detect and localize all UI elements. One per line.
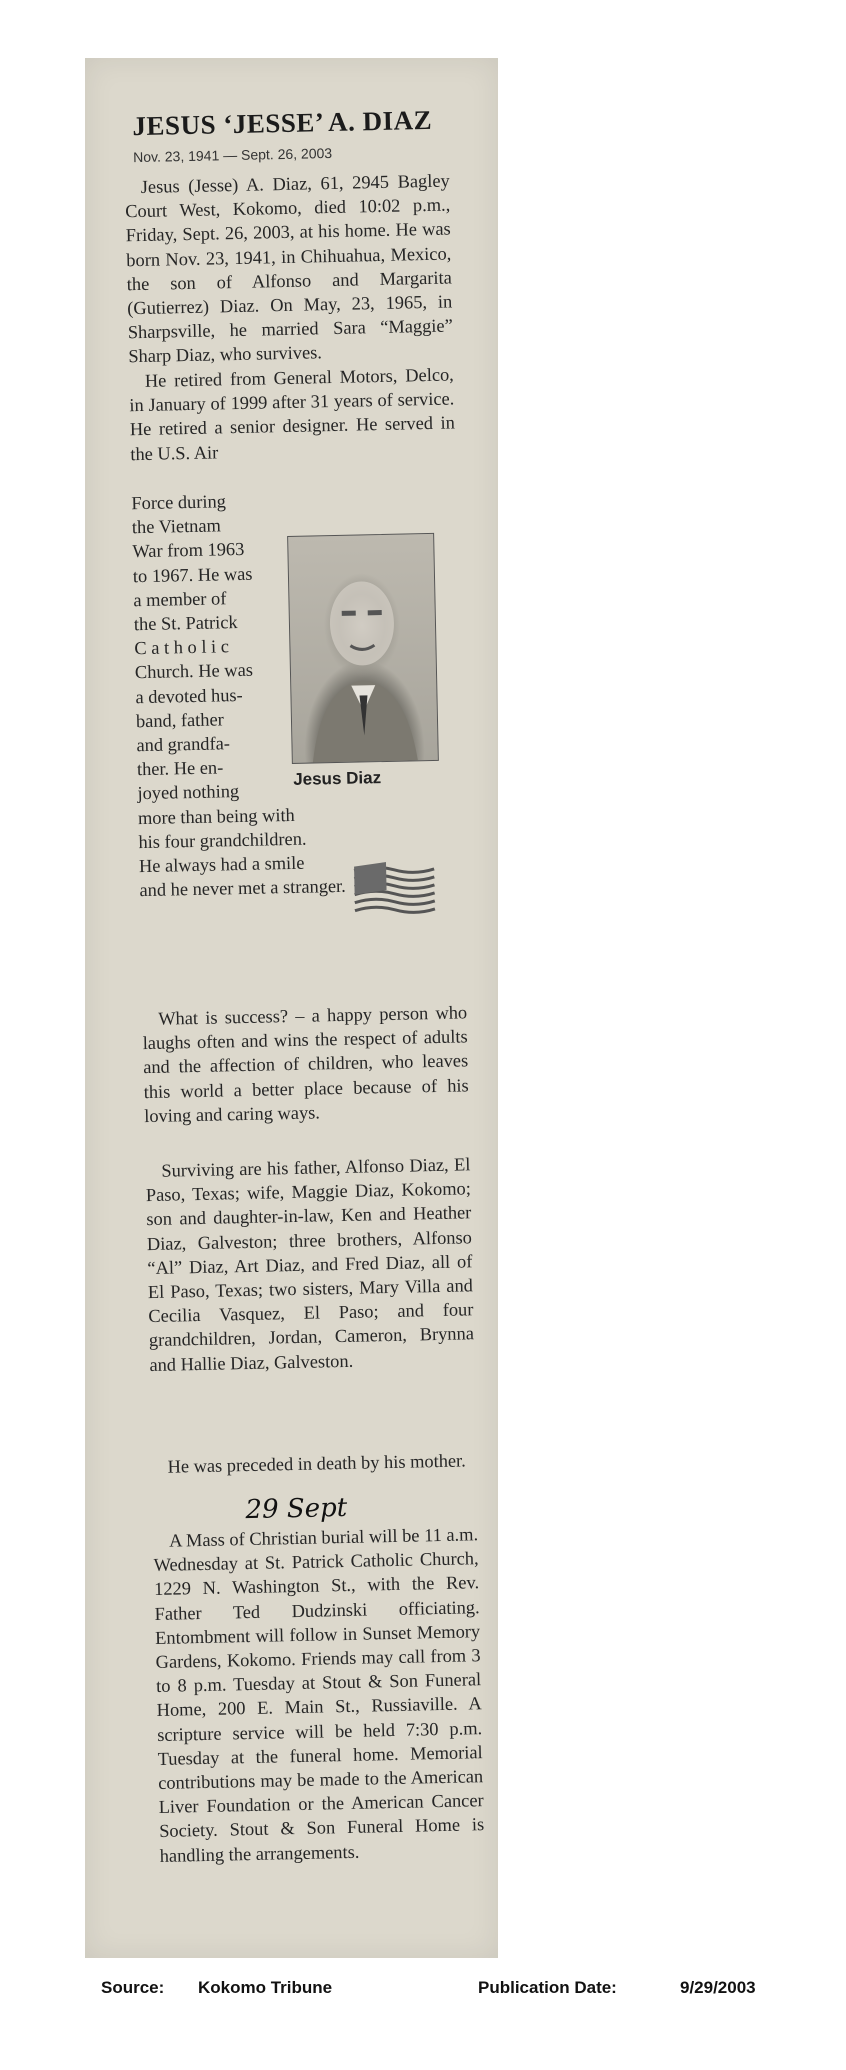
text-line: more than being with [137, 804, 295, 828]
clipping-content [65, 54, 518, 1962]
text-line: joyed nothing [137, 781, 240, 804]
publication-date-value: 9/29/2003 [680, 1978, 756, 1997]
text-line: the Vietnam [131, 515, 222, 538]
text-line: a member of [133, 588, 227, 611]
text-line: and grandfa- [136, 733, 231, 756]
obituary-title: JESUS ‘JESSE’ A. DIAZ [132, 104, 433, 142]
text-line: band, father [135, 709, 224, 732]
paragraph-intro: Jesus (Jesse) A. Diaz, 61, 2945 Bagley Court West, Kokomo, died 10:02 p.m., Friday, Sept. 26, 2003, at his home. He was born Nov. 23, 1941, in Chihuahua, Mexico, the son of Alfonso and Margarita (Gutierrez) Diaz. On May, 23, 1965, in Sharpsville, he married Sara “Maggie” Sharp Diaz, who survives. [125, 170, 453, 367]
handwritten-note: 29 Sept [245, 1492, 348, 1526]
text-line: Force during [131, 491, 227, 514]
text-line: War from 1963 [132, 539, 245, 562]
text-line: his four grandchildren. [138, 828, 307, 853]
obituary-dates: Nov. 23, 1941 — Sept. 26, 2003 [132, 144, 333, 166]
paragraph-career: He retired from General Motors, Delco, in January of 1999 after 31 years of service. He retired a senior designer. He served in the U.S. Air [129, 364, 455, 464]
text-line: C a t h o l i c [134, 636, 230, 659]
source-label: Source: [101, 1978, 165, 1997]
paragraph-success: What is success? – a happy person who laughs often and wins the respect of adults and the affection of children, who leaves this world a better place because of his loving and caring ways. [142, 1002, 469, 1126]
text-line: a devoted hus- [135, 684, 243, 707]
paragraph-survivors: Surviving are his father, Alfonso Diaz, El Paso, Texas; wife, Maggie Diaz, Kokomo; son and daughter-in-law, Ken and Heather Diaz, Galveston; three brothers, Alfonso “Al” Diaz, Art Diaz, and Fred Diaz, all of El Paso, Texas; two sisters, Mary Villa and Cecilia Vasquez, El Paso; and four grandchildren, Jordan, Cameron, Brynna and Hallie Diaz, Galveston. [145, 1154, 475, 1375]
text-line: to 1967. He was [132, 563, 253, 586]
source-value: Kokomo Tribune [198, 1978, 333, 1997]
portrait-photo [287, 533, 439, 764]
text-line: He always had a smile [138, 852, 305, 877]
paragraph-preceded: He was preceded in death by his mother. [167, 1450, 466, 1477]
american-flag-icon [350, 861, 437, 923]
publication-date-label: Publication Date: [478, 1978, 617, 1997]
text-line: the St. Patrick [133, 612, 238, 635]
text-line: ther. He en- [136, 757, 224, 780]
newspaper-clipping [85, 58, 498, 1958]
photo-caption: Jesus Diaz [293, 768, 382, 789]
text-line: and he never met a stranger. [139, 876, 346, 901]
portrait-illustration [288, 534, 438, 763]
text-line: Church. He was [134, 660, 254, 683]
paragraph-services: A Mass of Christian burial will be 11 a.m. Wednesday at St. Patrick Catholic Church, 1229 N. Washington St., with the Rev. Father Ted Dudzinski officiating. Entombment will follow in Sunset Memory Gardens, Kokomo. Friends may call from 3 to 8 p.m. Tuesday at Stout & Son Funeral Home, 200 E. Main St., Russiaville. A scripture service will be held 7:30 p.m. Tuesday at the funeral home. Memorial contributions may be made to the American Liver Foundation or the American Cancer Society. Stout & Son Funeral Home is handling the arrangements. [153, 1524, 485, 1866]
